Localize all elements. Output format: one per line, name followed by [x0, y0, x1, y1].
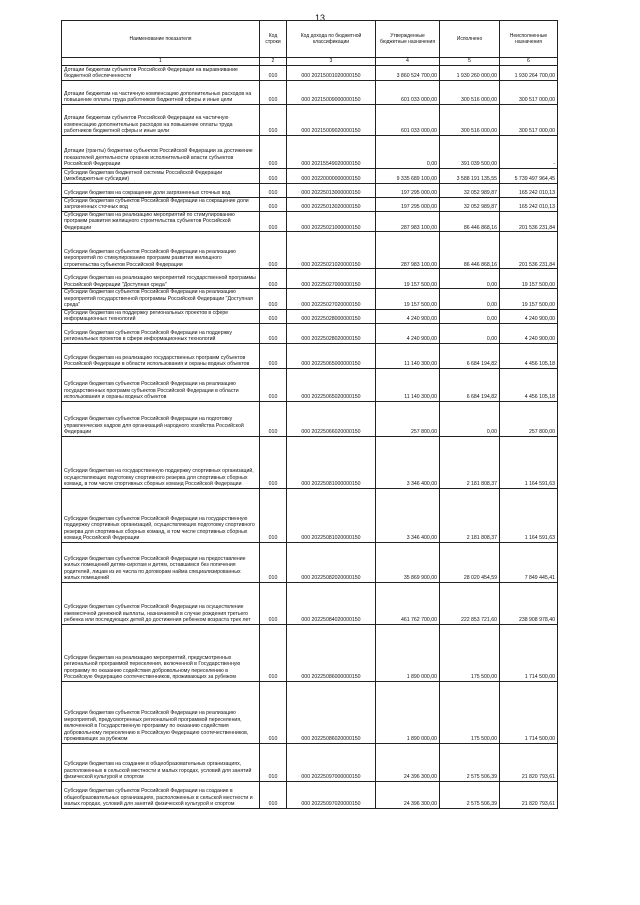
row-kbk: 000 20225084020000150 [287, 582, 376, 624]
row-approved: 1 890 000,00 [376, 624, 440, 681]
table-row [62, 323, 558, 343]
row-code: 010 [260, 582, 287, 624]
table-row [62, 582, 558, 624]
row-kbk: 000 20225028000000150 [287, 309, 376, 323]
row-name: Дотации (гранты) бюджетам субъектов Российской Федерации за достижение показателей деятельности органов исполнительной власти субъектов Российской Федерации [62, 135, 260, 168]
row-executed: 86 446 868,16 [440, 211, 500, 232]
row-approved: 257 800,00 [376, 401, 440, 436]
row-approved: 601 033 000,00 [376, 80, 440, 104]
table-row [62, 269, 558, 289]
row-name: Субсидии бюджетам субъектов Российской Федерации на создание в общеобразовательных организациях, расположенных в сельской местности и малых городах, условий для занятий физической культурой и спортом [62, 781, 260, 808]
header-code: Код строки [260, 21, 287, 58]
row-code: 010 [260, 309, 287, 323]
row-code: 010 [260, 542, 287, 582]
row-kbk: 000 20225013000000150 [287, 183, 376, 197]
row-code: 010 [260, 80, 287, 104]
row-code: 010 [260, 269, 287, 289]
row-approved: 9 335 689 100,00 [376, 168, 440, 183]
row-name: Субсидии бюджетам субъектов Российской Федерации на реализацию мероприятий, предусмотренных региональной программой переселения, включенной в Государственную программу по оказанию содействия добровольному переселению в Российскую Федерацию соотечественников, проживающих за рубежом [62, 681, 260, 743]
row-approved: 461 762 700,00 [376, 582, 440, 624]
row-kbk: 000 20225081020000150 [287, 488, 376, 542]
row-executed: 0,00 [440, 289, 500, 310]
row-unexecuted: 4 240 900,00 [500, 323, 558, 343]
row-name: Субсидии бюджетам на реализацию государственных программ субъектов Российской Федерации в области использования и охраны водных объектов [62, 343, 260, 368]
row-name: Субсидии бюджетам субъектов Российской Федерации на государственную поддержку спортивных организаций, осуществляющих подготовку спортивного резерва для спортивных сборных команд, в том числе спортивных сборных команд Российской Федерации [62, 488, 260, 542]
table-row [62, 211, 558, 232]
row-code: 010 [260, 343, 287, 368]
row-approved: 197 295 000,00 [376, 197, 440, 211]
row-executed: 2 181 808,37 [440, 488, 500, 542]
row-code: 010 [260, 401, 287, 436]
row-unexecuted: 4 456 105,18 [500, 343, 558, 368]
header-approved: Утвержденные бюджетные назначения [376, 21, 440, 58]
row-code: 010 [260, 183, 287, 197]
row-name: Субсидии бюджетам субъектов Российской Федерации на подготовку управленческих кадров для организаций народного хозяйства Российской Федерации [62, 401, 260, 436]
row-code: 010 [260, 436, 287, 488]
row-unexecuted: 300 517 000,00 [500, 80, 558, 104]
row-code: 010 [260, 323, 287, 343]
table-row [62, 65, 558, 80]
table-row [62, 183, 558, 197]
table-row [62, 488, 558, 542]
table-row [62, 681, 558, 743]
table-row [62, 542, 558, 582]
row-executed: 391 039 500,00 [440, 135, 500, 168]
row-approved: 24 396 300,00 [376, 781, 440, 808]
header-unexecuted: Неисполненные назначения [500, 21, 558, 58]
row-executed: 2 575 506,39 [440, 781, 500, 808]
row-kbk: 000 20225081000000150 [287, 436, 376, 488]
table-row [62, 436, 558, 488]
row-name: Субсидии бюджетам субъектов Российской Федерации на осуществление ежемесячной денежной выплаты, назначаемой в случае рождения третьего ребенка или последующих детей до достижения ребенком возраста трех лет [62, 582, 260, 624]
column-number: 1 [62, 58, 260, 66]
header-name: Наименование показателя [62, 21, 260, 58]
row-executed: 6 684 194,82 [440, 343, 500, 368]
row-name: Субсидии бюджетам субъектов Российской Федерации на реализацию государственных программ субъектов Российской Федерации в области использования и охраны водных объектов [62, 368, 260, 401]
row-approved: 3 860 524 700,00 [376, 65, 440, 80]
row-code: 010 [260, 289, 287, 310]
row-name: Субсидии бюджетам на реализацию мероприятий, предусмотренных региональной программой переселения, включенной в Государственную программу по оказанию содействия добровольному переселению в Российскую Федерацию соотечественников, проживающих за рубежом [62, 624, 260, 681]
header-executed: Исполнено [440, 21, 500, 58]
row-unexecuted: 4 240 900,00 [500, 309, 558, 323]
table-row [62, 743, 558, 781]
row-executed: 175 500,00 [440, 681, 500, 743]
row-unexecuted: 5 739 497 964,45 [500, 168, 558, 183]
row-executed: 0,00 [440, 323, 500, 343]
row-kbk: 000 20225021020000150 [287, 232, 376, 269]
row-approved: 19 157 500,00 [376, 289, 440, 310]
row-approved: 0,00 [376, 135, 440, 168]
row-kbk: 000 20225065020000150 [287, 368, 376, 401]
row-unexecuted: 1 164 591,63 [500, 488, 558, 542]
table-row [62, 368, 558, 401]
row-code: 010 [260, 488, 287, 542]
row-unexecuted: 1 714 500,00 [500, 681, 558, 743]
row-unexecuted: 165 242 010,13 [500, 183, 558, 197]
row-code: 010 [260, 135, 287, 168]
row-code: 010 [260, 168, 287, 183]
row-unexecuted: 19 157 500,00 [500, 269, 558, 289]
table-row [62, 197, 558, 211]
row-code: 010 [260, 232, 287, 269]
row-kbk: 000 20215549020000150 [287, 135, 376, 168]
row-unexecuted: 1 164 591,63 [500, 436, 558, 488]
row-name: Субсидии бюджетам на реализацию мероприятий государственной программы Российской Федерации "Доступная среда" [62, 269, 260, 289]
row-code: 010 [260, 65, 287, 80]
table-row [62, 343, 558, 368]
row-kbk: 000 20220000000000150 [287, 168, 376, 183]
row-name: Дотации бюджетам на частичную компенсацию дополнительных расходов на повышение оплаты труда работников бюджетной сферы и иные цели [62, 80, 260, 104]
row-executed: 28 020 454,59 [440, 542, 500, 582]
row-approved: 3 346 400,00 [376, 488, 440, 542]
row-kbk: 000 20225013020000150 [287, 197, 376, 211]
row-approved: 11 140 300,00 [376, 368, 440, 401]
column-number-row [62, 58, 558, 66]
row-kbk: 000 20215001020000150 [287, 65, 376, 80]
row-name: Дотации бюджетам субъектов Российской Федерации на частичную компенсацию дополнительных расходов на повышение оплаты труда работников бюджетной сферы и иные цели [62, 104, 260, 135]
row-unexecuted: 21 820 793,61 [500, 743, 558, 781]
row-unexecuted: 21 820 793,61 [500, 781, 558, 808]
row-unexecuted: 19 157 500,00 [500, 289, 558, 310]
row-name: Субсидии бюджетам на государственную поддержку спортивных организаций, осуществляющих подготовку спортивного резерва для спортивных сборных команд, в том числе спортивных сборных команд Российской Федерации [62, 436, 260, 488]
page-number: 13 [314, 13, 325, 23]
row-executed: 86 446 868,16 [440, 232, 500, 269]
row-code: 010 [260, 624, 287, 681]
row-unexecuted: 1 930 264 700,00 [500, 65, 558, 80]
column-number: 5 [440, 58, 500, 66]
row-name: Субсидии бюджетам субъектов Российской Федерации на предоставление жилых помещений детям-сиротам и детям, оставшимся без попечения родителей, лицам из их числа по договорам найма специализированных жилых помещений [62, 542, 260, 582]
column-number: 4 [376, 58, 440, 66]
row-name: Субсидии бюджетам на поддержку региональных проектов в сфере информационных технологий [62, 309, 260, 323]
row-executed: 3 588 191 135,55 [440, 168, 500, 183]
table-row [62, 781, 558, 808]
table-row [62, 104, 558, 135]
row-unexecuted: 257 800,00 [500, 401, 558, 436]
row-name: Субсидии бюджетам субъектов Российской Федерации на реализацию мероприятий государственной программы Российской Федерации "Доступная среда" [62, 289, 260, 310]
row-code: 010 [260, 197, 287, 211]
row-code: 010 [260, 211, 287, 232]
row-approved: 1 890 000,00 [376, 681, 440, 743]
row-unexecuted: 201 536 231,84 [500, 232, 558, 269]
row-code: 010 [260, 104, 287, 135]
row-unexecuted: 238 908 978,40 [500, 582, 558, 624]
row-unexecuted: 300 517 000,00 [500, 104, 558, 135]
row-approved: 601 033 000,00 [376, 104, 440, 135]
row-kbk: 000 20225028020000150 [287, 323, 376, 343]
row-kbk: 000 20225021000000150 [287, 211, 376, 232]
row-approved: 3 346 400,00 [376, 436, 440, 488]
table-row [62, 624, 558, 681]
row-kbk: 000 20225086020000150 [287, 681, 376, 743]
row-executed: 300 516 000,00 [440, 104, 500, 135]
column-number: 2 [260, 58, 287, 66]
row-kbk: 000 20215009020000150 [287, 104, 376, 135]
column-number: 3 [287, 58, 376, 66]
row-name: Субсидии бюджетам субъектов Российской Федерации на поддержку региональных проектов в сфере информационных технологий [62, 323, 260, 343]
row-executed: 32 052 989,87 [440, 183, 500, 197]
row-approved: 4 240 900,00 [376, 323, 440, 343]
row-code: 010 [260, 743, 287, 781]
row-unexecuted: 201 536 231,84 [500, 211, 558, 232]
row-name: Субсидии бюджетам бюджетной системы Российской Федерации (межбюджетные субсидии) [62, 168, 260, 183]
row-executed: 0,00 [440, 401, 500, 436]
row-kbk: 000 20225065000000150 [287, 343, 376, 368]
row-approved: 4 240 900,00 [376, 309, 440, 323]
row-executed: 222 853 721,60 [440, 582, 500, 624]
row-name: Субсидии бюджетам на реализацию мероприятий по стимулированию программ развития жилищного строительства субъектов Российской Федерации [62, 211, 260, 232]
row-executed: 1 930 260 000,00 [440, 65, 500, 80]
row-executed: 2 575 506,39 [440, 743, 500, 781]
table-row [62, 309, 558, 323]
row-approved: 11 140 300,00 [376, 343, 440, 368]
row-approved: 24 396 300,00 [376, 743, 440, 781]
row-kbk: 000 20225086000000150 [287, 624, 376, 681]
row-executed: 2 181 808,37 [440, 436, 500, 488]
row-name: Дотации бюджетам субъектов Российской Федерации на выравнивание бюджетной обеспеченности [62, 65, 260, 80]
row-approved: 197 295 000,00 [376, 183, 440, 197]
row-approved: 287 983 100,00 [376, 232, 440, 269]
row-executed: 0,00 [440, 269, 500, 289]
row-unexecuted: 4 456 105,18 [500, 368, 558, 401]
row-kbk: 000 20225097000000150 [287, 743, 376, 781]
row-executed: 175 500,00 [440, 624, 500, 681]
row-name: Субсидии бюджетам на создание в общеобразовательных организациях, расположенных в сельской местности и малых городах, условий для занятий физической культурой и спортом [62, 743, 260, 781]
table-row [62, 135, 558, 168]
row-kbk: 000 20225082020000150 [287, 542, 376, 582]
row-code: 010 [260, 368, 287, 401]
row-name: Субсидии бюджетам субъектов Российской Федерации на сокращение доли загрязненных сточных вод [62, 197, 260, 211]
row-name: Субсидии бюджетам на сокращение доли загрязненных сточных вод [62, 183, 260, 197]
row-kbk: 000 20225066020000150 [287, 401, 376, 436]
row-code: 010 [260, 781, 287, 808]
row-kbk: 000 20225027020000150 [287, 289, 376, 310]
row-name: Субсидии бюджетам субъектов Российской Федерации на реализацию мероприятий по стимулированию программ развития жилищного строительства субъектов Российской Федерации [62, 232, 260, 269]
row-approved: 287 983 100,00 [376, 211, 440, 232]
column-number: 6 [500, 58, 558, 66]
row-approved: 19 157 500,00 [376, 269, 440, 289]
table-row [62, 289, 558, 310]
row-unexecuted: 7 849 445,41 [500, 542, 558, 582]
row-code: 010 [260, 681, 287, 743]
row-unexecuted: 165 242 010,13 [500, 197, 558, 211]
header-kbk: Код дохода по бюджетной классификации [287, 21, 376, 58]
row-unexecuted: - [500, 135, 558, 168]
table-row [62, 401, 558, 436]
table-row [62, 168, 558, 183]
budget-execution-table [61, 20, 558, 809]
row-executed: 32 052 989,87 [440, 197, 500, 211]
row-approved: 35 869 900,00 [376, 542, 440, 582]
row-kbk: 000 20215009000000150 [287, 80, 376, 104]
row-kbk: 000 20225097020000150 [287, 781, 376, 808]
row-unexecuted: 1 714 500,00 [500, 624, 558, 681]
table-row [62, 232, 558, 269]
row-executed: 300 516 000,00 [440, 80, 500, 104]
table-row [62, 80, 558, 104]
row-executed: 6 684 194,82 [440, 368, 500, 401]
row-kbk: 000 20225027000000150 [287, 269, 376, 289]
row-executed: 0,00 [440, 309, 500, 323]
